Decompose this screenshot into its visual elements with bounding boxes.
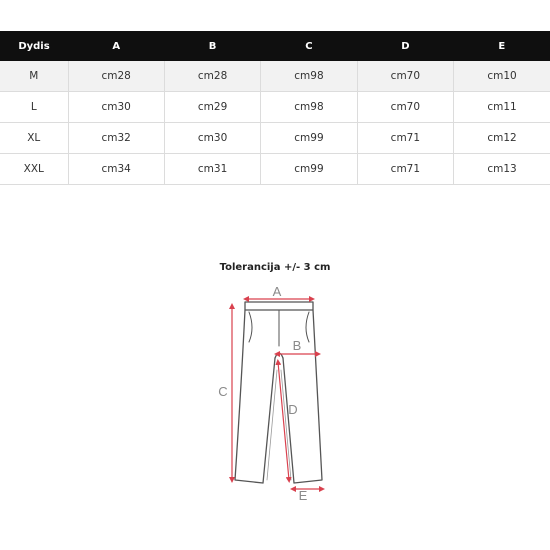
cell-b: cm28 — [164, 61, 260, 92]
cell-d: cm70 — [357, 61, 453, 92]
cell-size: L — [0, 92, 68, 123]
cell-a: cm28 — [68, 61, 164, 92]
tolerance-note: Tolerancija +/- 3 cm — [219, 262, 331, 273]
header-a: A — [68, 31, 164, 61]
header-b: B — [164, 31, 260, 61]
cell-d: cm71 — [357, 123, 453, 154]
cell-size: XL — [0, 123, 68, 154]
cell-size: XXL — [0, 154, 68, 185]
cell-e: cm11 — [454, 92, 550, 123]
label-a: A — [272, 284, 282, 299]
table-row — [0, 61, 550, 92]
cell-a: cm30 — [68, 92, 164, 123]
table-row — [0, 123, 550, 154]
label-e: E — [298, 488, 308, 503]
cell-b: cm30 — [164, 123, 260, 154]
cell-size: M — [0, 61, 68, 92]
cell-c: cm99 — [261, 123, 357, 154]
cell-b: cm31 — [164, 154, 260, 185]
cell-b: cm29 — [164, 92, 260, 123]
cell-c: cm98 — [261, 92, 357, 123]
table-row — [0, 92, 550, 123]
cell-d: cm70 — [357, 92, 453, 123]
measurement-arrows — [232, 299, 322, 489]
cell-d: cm71 — [357, 154, 453, 185]
cell-c: cm98 — [261, 61, 357, 92]
cell-a: cm32 — [68, 123, 164, 154]
header-e: E — [454, 31, 550, 61]
cell-e: cm12 — [454, 123, 550, 154]
pants-outline — [235, 302, 322, 483]
header-d: D — [357, 31, 453, 61]
cell-e: cm10 — [454, 61, 550, 92]
cell-c: cm99 — [261, 154, 357, 185]
table-row — [0, 154, 550, 185]
pants-measurement-diagram — [205, 280, 345, 505]
cell-a: cm34 — [68, 154, 164, 185]
header-c: C — [261, 31, 357, 61]
label-c: C — [218, 384, 228, 399]
cell-e: cm13 — [454, 154, 550, 185]
size-table — [0, 31, 550, 185]
arrow-d — [278, 362, 289, 480]
table-header-row — [0, 31, 550, 61]
label-b: B — [292, 338, 302, 353]
header-size: Dydis — [0, 31, 68, 61]
label-d: D — [288, 402, 298, 417]
